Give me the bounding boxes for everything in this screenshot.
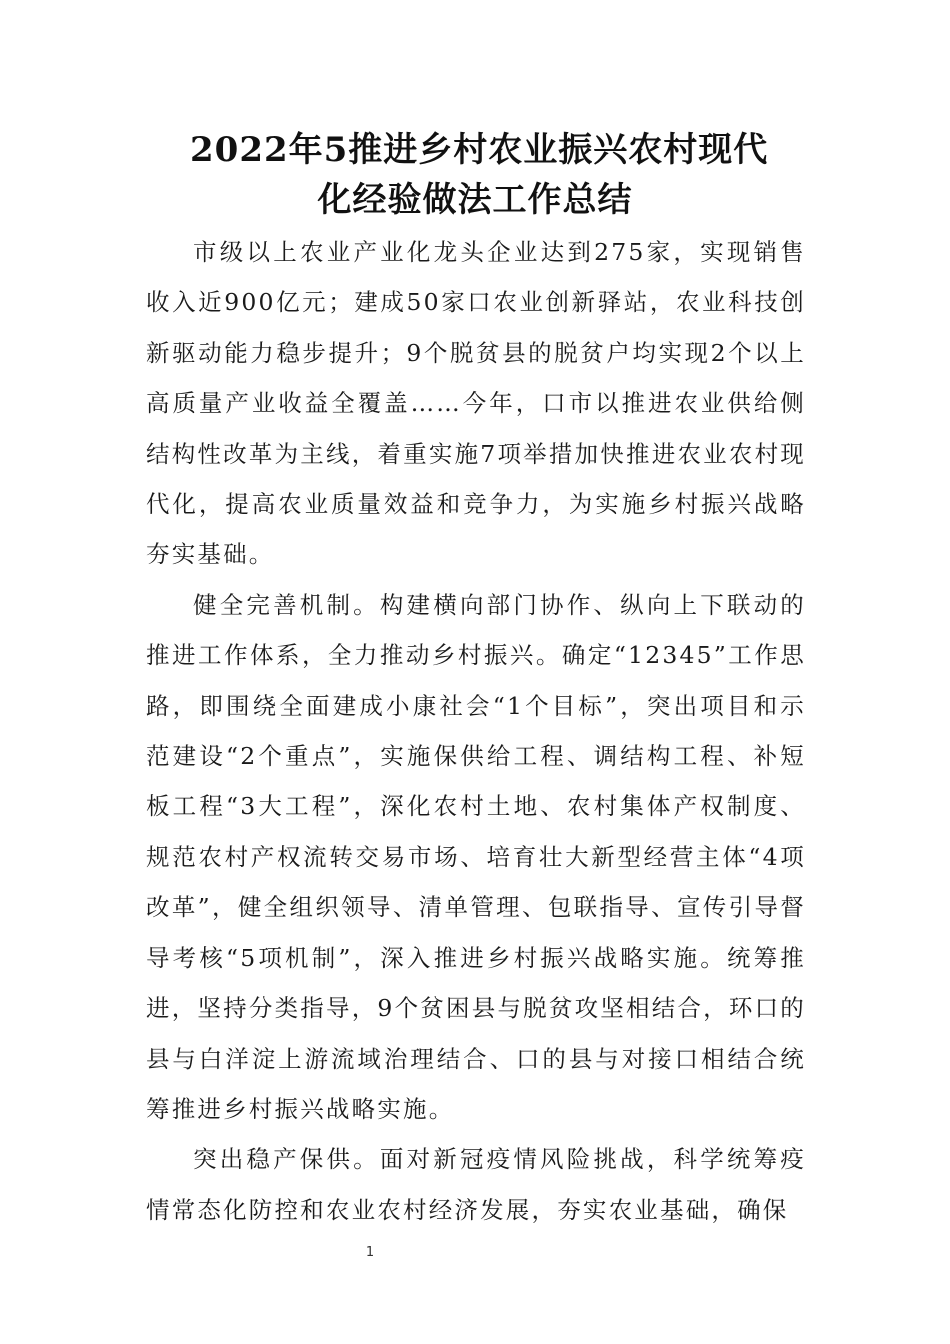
paragraph: 突出稳产保供。面对新冠疫情风险挑战，科学统筹疫情常态化防控和农业农村经济发展，夯实农业基础，确保 xyxy=(146,1145,806,1224)
paragraph: 健全完善机制。构建横向部门协作、纵向上下联动的推进工作体系，全力推动乡村振兴。确定“12345”工作思路，即围绕全面建成小康社会“1个目标”，突出项目和示范建设“2个重点”，实施保供给工程、调结构工程、补短板工程“3大工程”，深化农村土地、农村集体产权制度、规范农村产权流转交易市场、培育壮大新型经营主体“4项改革”，健全组织领导、清单管理、包联指导、宣传引导督导考核“5项机制”，深入推进乡村振兴战略实施。统筹推进，坚持分类指导，9个贫困县与脱贫攻坚相结合，环口的县与白洋淀上游流域治理结合、口的县与对接口相结合统筹推进乡村振兴战略实施。 xyxy=(146,590,806,1123)
document-body xyxy=(146,227,806,1235)
document-title-line-2: 化经验做法工作总结 xyxy=(317,180,633,220)
page-number: 1 xyxy=(365,1245,375,1260)
document-title-line-1: 2022年5推进乡村农业振兴农村现代 xyxy=(190,130,769,170)
paragraph: 市级以上农业产业化龙头企业达到275家，实现销售收入近900亿元；建成50家口农业创新驿站，农业科技创新驱动能力稳步提升；9个脱贫县的脱贫户均实现2个以上高质量产业收益全覆盖……今年，口市以推进农业供给侧结构性改革为主线，着重实施7项举措加快推进农业农村现代化，提高农业质量效益和竞争力，为实施乡村振兴战略夯实基础。 xyxy=(146,238,806,569)
